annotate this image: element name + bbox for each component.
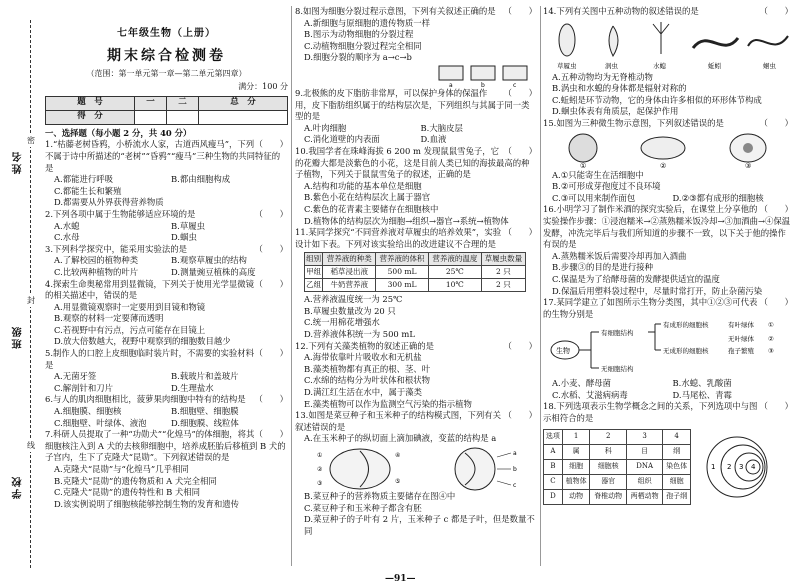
answer-option[interactable]: C.比较两种植物的叶片 bbox=[54, 266, 139, 277]
answer-option[interactable]: B.克隆犬“昆勋”的遗传物质和 A 犬完全相同 bbox=[54, 475, 217, 486]
column-1 bbox=[45, 6, 288, 510]
column-divider bbox=[291, 6, 292, 566]
experiment-cell: 草履虫数量 bbox=[481, 253, 525, 266]
seed-figure bbox=[315, 445, 555, 491]
answer-bracket[interactable]: （ ） bbox=[254, 394, 288, 405]
option-cell: 组织 bbox=[626, 474, 662, 489]
answer-option[interactable]: C.水稻、艾滋病病毒 bbox=[552, 389, 628, 400]
answer-option[interactable]: C.蚯蚓是环节动物，它的身体由许多相似的环形体节构成 bbox=[552, 94, 762, 105]
cell-stage-label: a bbox=[449, 81, 453, 88]
answer-option[interactable]: C.菜豆种子和玉米种子都含有胚 bbox=[304, 502, 422, 513]
microbe-label: ② bbox=[660, 161, 667, 170]
circle-label: 1 bbox=[711, 462, 716, 471]
answer-option[interactable]: C.水母 bbox=[54, 232, 80, 243]
answer-option[interactable]: B.涡虫和水螅的身体都是辐射对称的 bbox=[552, 83, 687, 94]
answer-option[interactable]: C.消化道壁的内表面 bbox=[304, 134, 380, 145]
answer-option[interactable]: A.用显微镜观察时一定要用到目镜和物镜 bbox=[54, 301, 206, 312]
question-stem: （ ） 14.下列有关图中五种动物的叙述错误的是 bbox=[543, 6, 793, 16]
answer-option[interactable]: D.菜豆种子的子叶有 2 片，玉米种子 c 都是子叶，但是数量不同 bbox=[304, 514, 535, 536]
cut-word-2: 封 bbox=[27, 296, 35, 305]
answer-option[interactable]: D.细胞膜、线粒体 bbox=[171, 417, 239, 428]
cell-stage bbox=[439, 66, 463, 80]
option-row bbox=[543, 170, 793, 182]
option-cell: 脊椎动物 bbox=[590, 489, 626, 504]
answer-bracket[interactable]: （ ） bbox=[254, 139, 288, 150]
option-cell: 植物体 bbox=[562, 474, 590, 489]
option-cell: DNA bbox=[626, 459, 662, 474]
tree-node: 有成形的细胞核 bbox=[663, 321, 709, 330]
answer-bracket[interactable]: （ ） bbox=[503, 6, 537, 16]
seed-label: c bbox=[513, 482, 517, 489]
option-row bbox=[45, 255, 288, 267]
option-cell: 属 bbox=[562, 444, 590, 459]
answer-bracket[interactable]: （ ） bbox=[254, 348, 288, 359]
seed-label: ⑤ bbox=[395, 478, 401, 485]
tree-node: 孢子繁殖 bbox=[728, 347, 754, 356]
seed-label: ① bbox=[317, 452, 323, 459]
microbe-label: ① bbox=[580, 161, 587, 170]
answer-option[interactable]: D.放大倍数越大，视野中观察到的细胞数目越少 bbox=[54, 336, 231, 347]
option-cell: 细胞核 bbox=[590, 459, 626, 474]
answer-option[interactable]: D.都需要从外界获得营养物质 bbox=[54, 197, 164, 208]
answer-option[interactable]: A.都能进行呼吸 bbox=[54, 174, 113, 185]
answer-bracket[interactable]: （ ） bbox=[254, 208, 288, 219]
option-cell: B bbox=[544, 459, 563, 474]
option-row bbox=[295, 317, 537, 329]
answer-option[interactable]: B.紫色小花在结构层次上属于器官 bbox=[304, 192, 431, 203]
experiment-cell: 25℃ bbox=[428, 266, 481, 279]
answer-option[interactable]: A.五种动物均为无脊椎动物 bbox=[552, 71, 653, 82]
answer-bracket[interactable]: （ ） bbox=[503, 145, 537, 156]
answer-bracket[interactable]: （ ） bbox=[759, 297, 793, 308]
score-head: 二 bbox=[166, 96, 198, 110]
question-stem: （ ） 13.如图是菜豆种子和玉米种子的结构模式图，下列有关叙述错误的是 bbox=[295, 410, 537, 432]
answer-bracket[interactable]: （ ） bbox=[503, 227, 537, 238]
circle-label: 3 bbox=[739, 462, 744, 471]
option-row bbox=[45, 418, 288, 430]
answer-option[interactable]: A.无菌牙签 bbox=[54, 371, 97, 382]
circle-label: 2 bbox=[727, 462, 732, 471]
option-row bbox=[543, 193, 793, 205]
nested-circles bbox=[697, 429, 777, 499]
option-row bbox=[45, 383, 288, 395]
option-cell: 4 bbox=[663, 429, 691, 444]
question-stem: （ ） 16.小明学习了制作米酒的探究实验后，在课堂上分享他的实验操作步骤：①浸泡糯米→②蒸熟糯米饭冷却→③加酒曲→④保温发酵，冲洗完毕后与我们所知道的步骤不一致，以下关于他的操作有误的是 bbox=[543, 204, 793, 250]
answer-option[interactable]: D.生理盐水 bbox=[171, 382, 214, 393]
experiment-cell: 营养液的体积 bbox=[376, 253, 429, 266]
cut-word-3: 线 bbox=[27, 441, 35, 450]
answer-option[interactable]: A.营养液温度统一为 25℃ bbox=[304, 294, 403, 305]
animal-label: 草履虫 bbox=[557, 61, 577, 70]
option-row bbox=[45, 221, 288, 233]
option-row bbox=[45, 267, 288, 279]
option-cell: 染色体 bbox=[663, 459, 691, 474]
answer-option[interactable]: C.细胞壁、叶绿体、液泡 bbox=[54, 417, 147, 428]
answer-bracket[interactable]: （ ） bbox=[759, 6, 793, 16]
answer-option[interactable]: C.动植物细胞分裂过程完全相同 bbox=[304, 40, 422, 51]
answer-option[interactable]: E.藻类植物可以作为监测空气污染的指示植物 bbox=[304, 398, 472, 409]
answer-option[interactable]: B.观察草履虫的结构 bbox=[171, 255, 247, 266]
answer-option[interactable]: B.图示为动物细胞的分裂过程 bbox=[304, 29, 414, 40]
answer-option[interactable]: A.①只能寄生在活细胞中 bbox=[552, 169, 644, 180]
answer-option[interactable]: C.若视野中有污点，污点可能存在目镜上 bbox=[54, 324, 206, 335]
answer-bracket[interactable]: （ ） bbox=[503, 87, 537, 98]
question-stem: （ ） 1.“枯藤老树昏鸦，小桥流水人家，古道西风瘦马”，下列不属于诗中所描述的“老树”“昏鸦”“瘦马”三种生物的共同特征的是 bbox=[45, 139, 288, 173]
column-2 bbox=[295, 6, 537, 537]
answer-bracket[interactable]: （ ） bbox=[759, 401, 793, 412]
answer-option[interactable]: B.观察的材料一定要薄而透明 bbox=[54, 313, 164, 324]
option-cell: 两栖动物 bbox=[626, 489, 662, 504]
classification-tree bbox=[543, 320, 793, 378]
tree-node: 无叶绿体 bbox=[728, 335, 754, 344]
answer-option[interactable]: D.测量豌豆植株的高度 bbox=[171, 266, 256, 277]
answer-option[interactable]: D.马尾松、青霉 bbox=[672, 389, 732, 400]
experiment-cell: 稻草浸出液 bbox=[323, 266, 376, 279]
cell-stage-label: c bbox=[513, 81, 517, 88]
answer-option[interactable]: C.克隆犬“昆勋”的遗传特性和 B 犬相同 bbox=[54, 487, 201, 498]
answer-option[interactable]: A.新细胞与原细胞的遗传物质一样 bbox=[304, 17, 430, 28]
answer-option[interactable]: C.都能生长和繁殖 bbox=[54, 185, 122, 196]
tree-node: 有叶绿体 bbox=[728, 321, 754, 330]
option-row bbox=[45, 371, 288, 383]
answer-option[interactable]: B.水螅、乳酸菌 bbox=[672, 378, 732, 389]
cut-line bbox=[30, 20, 31, 568]
option-cell: 3 bbox=[626, 429, 662, 444]
score-table bbox=[45, 96, 288, 125]
tree-node: 生物 bbox=[556, 347, 570, 356]
cut-word-1: 密 bbox=[27, 136, 35, 145]
option-row bbox=[295, 123, 537, 135]
cell-stage-label: b bbox=[481, 81, 485, 88]
answer-option[interactable]: D.满江红生活在水中，属于藻类 bbox=[304, 387, 422, 398]
answer-option[interactable]: A.海带依靠叶片吸收水和无机盐 bbox=[304, 352, 422, 363]
answer-option[interactable]: A.水螅 bbox=[54, 220, 80, 231]
option-cell: 细胞 bbox=[562, 459, 590, 474]
option-row bbox=[295, 134, 537, 146]
experiment-cell: 营养液的温度 bbox=[428, 253, 481, 266]
experiment-cell: 2 只 bbox=[481, 266, 525, 279]
score-head: 题 号 bbox=[46, 96, 135, 110]
experiment-cell: 牛奶营养液 bbox=[323, 279, 376, 292]
answer-bracket[interactable]: （ ） bbox=[503, 340, 537, 351]
animal-label: 蛔虫 bbox=[763, 61, 776, 70]
answer-option[interactable]: C.水绵的结构分为叶状体和根状物 bbox=[304, 375, 431, 386]
option-row bbox=[45, 186, 288, 198]
answer-option[interactable]: B.细胞壁、细胞膜 bbox=[171, 406, 239, 417]
answer-option[interactable]: C.统一用棉花增强水 bbox=[304, 317, 380, 328]
animal-label: 蚯蚓 bbox=[708, 61, 721, 70]
question-stem: （ ） 4.探索生命奥秘常用到显微镜，下列关于使用光学显微镜的相关描述中，错误的是 bbox=[45, 278, 288, 301]
seed-label: ③ bbox=[317, 480, 323, 487]
exam-subtitle: 七年级生物（上册） bbox=[117, 28, 216, 39]
answer-option[interactable]: B.草履虫数量改为 20 只 bbox=[304, 305, 396, 316]
score-cell[interactable] bbox=[166, 110, 198, 124]
answer-option[interactable]: D.细胞分裂的顺序为 a→c→b bbox=[304, 52, 412, 63]
answer-option[interactable]: B.都由细胞构成 bbox=[171, 174, 231, 185]
answer-bracket[interactable]: （ ） bbox=[503, 410, 537, 421]
question-stem: （ ） 17.某同学建立了如图所示生物分类图，其中①②③可代表的生物分别是 bbox=[543, 297, 793, 319]
option-cell: C bbox=[544, 474, 563, 489]
animal-label: 水螅 bbox=[653, 61, 666, 70]
answer-option[interactable]: A.结构和功能的基本单位是细胞 bbox=[304, 180, 422, 191]
seed-label: b bbox=[513, 466, 517, 473]
question-stem: （ ） 2.下列各项中属于生物能够适应环境的是 bbox=[45, 208, 288, 219]
option-cell: 1 bbox=[562, 429, 590, 444]
cell-stage bbox=[503, 66, 527, 80]
answer-option[interactable]: D.该实例说明了细胞核能够控制生物的发育和遗传 bbox=[54, 498, 239, 509]
answer-option[interactable]: B.菜豆种子的营养物质主要储存在图④中 bbox=[304, 491, 456, 501]
tree-node: 有细胞结构 bbox=[601, 329, 634, 338]
circle-label: 4 bbox=[751, 462, 756, 471]
option-cell: 选项 bbox=[544, 429, 563, 444]
school-label: 学校 bbox=[13, 475, 24, 499]
answer-option[interactable]: D.营养液体积统一为 500 mL bbox=[304, 329, 415, 340]
answer-option[interactable]: D.植物体的结构层次为细胞→组织→器官→系统→植物体 bbox=[304, 215, 509, 226]
exam-score: 满分：100 分 bbox=[238, 82, 288, 92]
answer-option[interactable]: B.草履虫 bbox=[171, 220, 205, 231]
option-row bbox=[45, 174, 288, 186]
section-heading: 一、选择题（每小题 2 分，共 40 分） bbox=[45, 127, 192, 138]
question-stem: （ ） 5.制作人的口腔上皮细胞临时装片时，不需要的实验材料是 bbox=[45, 348, 288, 370]
score-head: 总 分 bbox=[198, 96, 287, 110]
experiment-cell: 营养液的种类 bbox=[323, 253, 376, 266]
tree-leaf: ① bbox=[768, 321, 774, 330]
answer-option[interactable]: B.载玻片和盖玻片 bbox=[171, 371, 239, 382]
exam-range: （范围：第一单元第一章—第二单元第四章） bbox=[86, 68, 247, 78]
tree-node: 无成形的细胞核 bbox=[663, 347, 709, 356]
question-stem: （ ） 3.下列科学探究中，能采用实验法的是 bbox=[45, 243, 288, 254]
answer-option[interactable]: D.血液 bbox=[420, 134, 447, 145]
experiment-cell: 300 mL bbox=[376, 279, 429, 292]
answer-option[interactable]: B.藻类植物都有真正的根、茎、叶 bbox=[304, 363, 431, 374]
option-table bbox=[543, 429, 691, 505]
answer-option[interactable]: A.细胞膜、细胞核 bbox=[54, 406, 122, 417]
answer-option[interactable]: C.解剖针和刀片 bbox=[54, 382, 114, 393]
answer-option[interactable]: A.在玉米种子的纵切面上滴加碘液，变蓝的结构是 a bbox=[304, 433, 497, 444]
option-cell: D bbox=[544, 489, 563, 504]
cell-stage bbox=[471, 66, 495, 80]
answer-option[interactable]: A.克隆犬“昆勋”与“化煌马”几乎相同 bbox=[54, 464, 189, 474]
experiment-cell: 500 mL bbox=[376, 266, 429, 279]
microbe-figure bbox=[543, 130, 793, 170]
experiment-cell: 甲组 bbox=[305, 266, 323, 279]
question-stem: （ ） 7.科研人员提取了一种“功勋犬”“化煌马”的体细胞，将其细胞核注入到 A 犬的去核卵细胞中，培养成胚胎后移植到 B 犬的子宫内，生下了克隆犬“昆勋”。下列叙述错误的是 bbox=[45, 429, 288, 463]
option-row bbox=[45, 406, 288, 418]
question-stem: （ ） 15.如图为三种微生物示意图，下列叙述错误的是 bbox=[543, 117, 793, 128]
seed-label: ④ bbox=[395, 452, 401, 459]
option-cell: 器官 bbox=[590, 474, 626, 489]
option-cell: 科 bbox=[590, 444, 626, 459]
answer-option[interactable]: C.紫色的花青素主要储存在细胞核中 bbox=[304, 203, 439, 214]
question-stem: （ ） 11.某同学探究“不同营养液对草履虫的培养效果”，实验设计如下表。下列对该实验给出的改进建议不合理的是 bbox=[295, 227, 537, 249]
question-stem: （ ） 10.我国学者在珠峰海拔 6 200 m 发现鼠鼠雪兔子，它的花瓣大都是淡紫色的小花，这是目前人类已知的海拔最高的种子植物，下列关于鼠鼠雪兔子的叙述，正确的是 bbox=[295, 145, 537, 180]
option-cell: 动物 bbox=[562, 489, 590, 504]
answer-option[interactable]: B.步骤③的目的是进行接种 bbox=[552, 262, 653, 273]
animal-label: 涡虫 bbox=[605, 61, 618, 70]
answer-bracket[interactable]: （ ） bbox=[759, 204, 793, 215]
class-label: 班级 bbox=[13, 325, 24, 349]
answer-bracket[interactable]: （ ） bbox=[254, 429, 288, 440]
option-cell: 纲 bbox=[663, 444, 691, 459]
tree-leaf: ③ bbox=[768, 347, 774, 356]
answer-option[interactable]: D.②③都有成形的细胞核 bbox=[672, 192, 764, 203]
answer-option[interactable]: A.叶肉细胞 bbox=[304, 122, 347, 133]
score-cell[interactable] bbox=[198, 110, 287, 124]
animals-figure bbox=[543, 18, 793, 72]
answer-option[interactable]: C.保温是为了给酵母菌的发酵提供适宜的温度 bbox=[552, 273, 720, 284]
option-row bbox=[45, 232, 288, 244]
question-stem: （ ） 18.下列选项表示生物学概念之间的关系，下列选项中与图示相符合的是 bbox=[543, 401, 793, 424]
seed-label: a bbox=[513, 450, 517, 457]
q18-figure bbox=[543, 429, 793, 505]
column-3 bbox=[543, 6, 793, 505]
page-number: —91— bbox=[385, 574, 416, 584]
experiment-cell: 2 只 bbox=[481, 279, 525, 292]
experiment-cell: 10℃ bbox=[428, 279, 481, 292]
microbe-label: ③ bbox=[745, 161, 752, 170]
answer-option[interactable]: A.了解校园的植物种类 bbox=[54, 255, 139, 266]
score-cell[interactable] bbox=[135, 110, 167, 124]
experiment-table bbox=[304, 252, 526, 292]
experiment-cell: 乙组 bbox=[305, 279, 323, 292]
option-cell: 目 bbox=[626, 444, 662, 459]
score-head: 一 bbox=[135, 96, 167, 110]
answer-option[interactable]: C.③可以用来制作面包 bbox=[552, 192, 636, 203]
option-cell: 2 bbox=[590, 429, 626, 444]
answer-option[interactable]: B.②可形成芽孢度过不良环境 bbox=[552, 181, 661, 192]
question-stem: （ ） 8.如图为细胞分裂过程示意图，下列有关叙述正确的是 bbox=[295, 6, 537, 16]
answer-option[interactable]: D.蝈虫 bbox=[171, 232, 197, 243]
option-cell: A bbox=[544, 444, 563, 459]
answer-option[interactable]: D.蛔虫体表有角质层，起保护作用 bbox=[552, 106, 679, 117]
exam-title: 期末综合检测卷 bbox=[107, 47, 226, 64]
answer-bracket[interactable]: （ ） bbox=[759, 117, 793, 128]
binding-margin bbox=[0, 0, 40, 588]
answer-bracket[interactable]: （ ） bbox=[254, 243, 288, 254]
tree-leaf: ② bbox=[768, 335, 774, 344]
question-stem: （ ） 12.下列有关藻类植物的叙述正确的是 bbox=[295, 340, 537, 351]
answer-bracket[interactable]: （ ） bbox=[254, 278, 288, 289]
name-label: 姓名 bbox=[13, 150, 24, 174]
option-row bbox=[543, 378, 793, 390]
seed-label: ② bbox=[317, 466, 323, 473]
score-head: 得 分 bbox=[46, 110, 135, 124]
answer-option[interactable]: A.小麦、酵母菌 bbox=[552, 378, 611, 389]
answer-option[interactable]: A.蒸熟糯米饭后需要冷却再加入酒曲 bbox=[552, 250, 687, 261]
option-cell: 孢子纲 bbox=[663, 489, 691, 504]
tree-node: 无细胞结构 bbox=[601, 365, 634, 374]
option-row bbox=[543, 390, 793, 402]
answer-option[interactable]: B.大脑皮层 bbox=[420, 122, 463, 133]
option-cell: 细胞 bbox=[663, 474, 691, 489]
answer-option[interactable]: D.保温后用塑料袋过程中，尽量时常打开，防止杂菌污染 bbox=[552, 285, 763, 296]
question-stem: （ ） 6.与人的肌肉细胞相比，菠萝果肉细胞中特有的结构是 bbox=[45, 394, 288, 405]
question-stem: （ ） 9.北极熊的皮下脂肪非常厚，可以保护身体的保温作用，皮下脂肪组织属于的结构层次是，下列组织与其属于同一类型的是 bbox=[295, 87, 537, 122]
experiment-cell: 组别 bbox=[305, 253, 323, 266]
